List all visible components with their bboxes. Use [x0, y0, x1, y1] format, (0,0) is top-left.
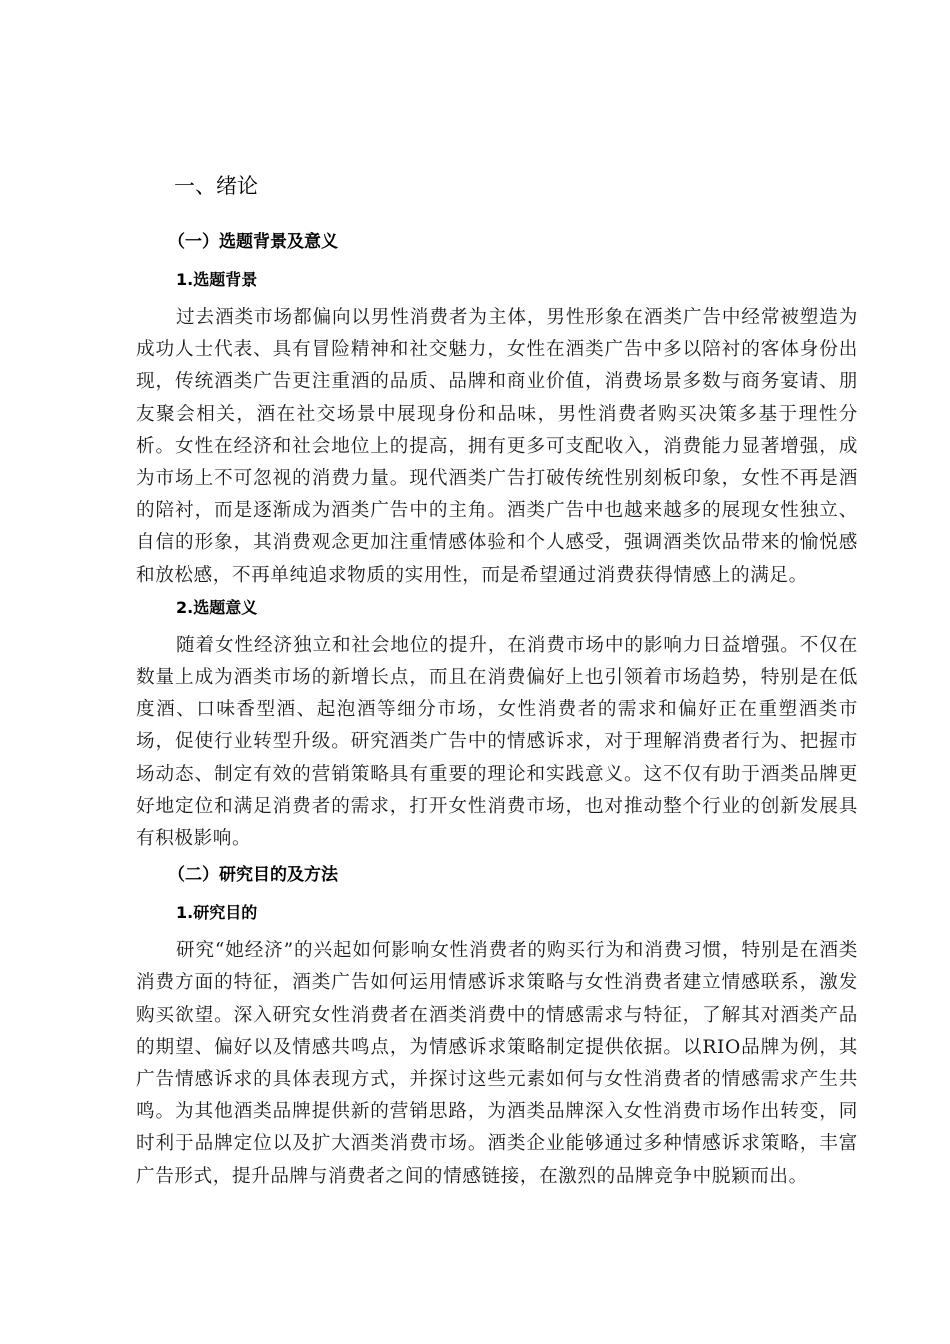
- subsection-title-significance: 2.选题意义: [176, 597, 258, 617]
- paragraph-purpose: 研究“她经济”的兴起如何影响女性消费者的购买行为和消费习惯，特别是在酒类消费方面的特征，酒类广告如何运用情感诉求策略与女性消费者建立情感联系，激发购买欲望。深入研究女性消费者在酒类消费中的情感需求与特征，了解其对酒类产品的期望、偏好以及情感共鸣点，为情感诉求策略制定提供依据。以RIO品牌为例，其广告情感诉求的具体表现方式，并探讨这些元素如何与女性消费者的情感需求产生共鸣。为其他酒类品牌提供新的营销思路，为酒类品牌深入女性消费市场作出转变，同时利于品牌定位以及扩大酒类消费市场。酒类企业能够通过多种情感诉求策略，丰富广告形式，提升品牌与消费者之间的情感链接，在激烈的品牌竞争中脱颖而出。: [136, 940, 858, 1187]
- subsection-title-background: 1.选题背景: [176, 270, 258, 289]
- paragraph-background: 过去酒类市场都偏向以男性消费者为主体，男性形象在酒类广告中经常被塑造为成功人士代表、具有冒险精神和社交魅力，女性在酒类广告中多以陪衬的客体身份出现，传统酒类广告更注重酒的品质、品牌和商业价值，消费场景多数与商务宴请、朋友聚会相关，酒在社交场景中展现身份和品味，男性消费者购买决策多基于理性分析。女性在经济和社会地位上的提高，拥有更多可支配收入，消费能力显著增强，成为市场上不可忽视的消费力量。现代酒类广告打破传统性别刻板印象，女性不再是酒的陪衬，而是逐渐成为酒类广告中的主角。酒类广告中也越来越多的展现女性独立、自信的形象，其消费观念更加注重情感体验和个人感受，强调酒类饮品带来的愉悦感和放松感，不再单纯追求物质的实用性，而是希望通过消费获得情感上的满足。: [136, 307, 858, 586]
- paragraph-significance: 随着女性经济独立和社会地位的提升，在消费市场中的影响力日益增强。不仅在数量上成为酒类市场的新增长点，而且在消费偏好上也引领着市场趋势，特别是在低度酒、口味香型酒、起泡酒等细分市场，女性消费者的需求和偏好正在重塑酒类市场，促使行业转型升级。研究酒类广告中的情感诉求，对于理解消费者行为、把握市场动态、制定有效的营销策略具有重要的理论和实践意义。这不仅有助于酒类品牌更好地定位和满足消费者的需求，打开女性消费市场，也对推动整个行业的创新发展具有积极影响。: [136, 634, 858, 850]
- section-title-background: （一）选题背景及意义: [168, 232, 338, 252]
- section-title-purpose-methods: （二）研究目的及方法: [168, 865, 338, 886]
- document-page: [136, 168, 858, 1193]
- chapter-title: 一、绪论: [174, 174, 258, 198]
- subsection-title-purpose: 1.研究目的: [176, 903, 258, 923]
